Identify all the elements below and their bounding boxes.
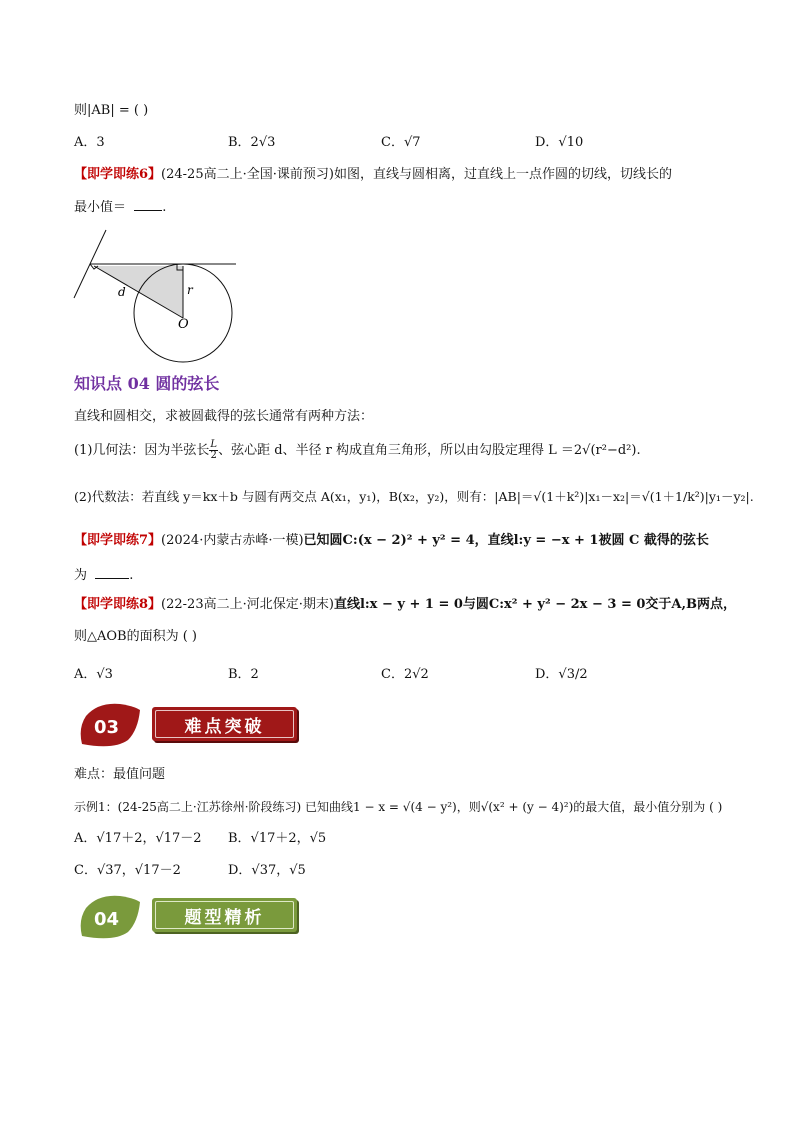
section-04-badge xyxy=(74,892,144,942)
option-c: C．√7 xyxy=(381,135,421,150)
section-03-number: 03 xyxy=(94,717,120,738)
banner-04-inner-border xyxy=(155,901,294,929)
hard-example: 示例1：(24-25高二上·江苏徐州·阶段练习) 已知曲线1 − x = √(4 − y²)，则√(x² + (y − 4)²)的最大值，最小值分别为 ( ) xyxy=(74,800,723,814)
exercise-8-source: (22-23高二上·河北保定·期末) xyxy=(161,597,334,612)
section-03-label: 难点突破 xyxy=(184,716,265,737)
hard-option-c: C．√37，√17－2 xyxy=(74,863,181,878)
section-04-label: 题型精析 xyxy=(184,907,265,928)
banner-03-inner-border xyxy=(155,710,294,738)
method-2: (2)代数法：若直线 y＝kx＋b 与圆有两交点 A(x₁，y₁)，B(x₂，y₂)，则有：|AB|＝√(1＋k²)|x₁－x₂|＝√(1＋1/k²)|y₁－y₂|. xyxy=(74,489,754,504)
exercise-6-tag: 【即学即练6】 xyxy=(74,167,162,182)
ex8-option-b: B．2 xyxy=(228,667,259,682)
exercise-8-tag: 【即学即练8】 xyxy=(74,597,162,612)
section-03-badge xyxy=(74,700,144,750)
exercise-6 xyxy=(74,166,672,184)
method-1-b: 、弦心距 d、半径 r 构成直角三角形，所以由勾股定理得 L ＝2√(r²−d²). xyxy=(218,443,641,458)
label-d: d xyxy=(118,285,126,299)
question-ask: 则|AB| = ( ) xyxy=(74,103,149,118)
fraction-numerator: L xyxy=(210,439,218,450)
exercise-8-text: 直线l:x − y + 1 = 0与圆C:x² + y² − 2x − 3 = 0交于A,B两点， xyxy=(333,597,737,612)
exercise-7-tag: 【即学即练7】 xyxy=(74,533,162,548)
knowledge-intro: 直线和圆相交，求被圆截得的弦长通常有两种方法： xyxy=(74,409,374,424)
exercise-8 xyxy=(74,596,736,614)
exercise-7-text2: 为 xyxy=(74,568,88,583)
ex8-option-c: C．2√2 xyxy=(381,667,429,682)
tangent-figure xyxy=(66,226,246,366)
section-03-banner xyxy=(152,707,297,741)
exercise-7-text: 已知圆C:(x − 2)² + y² = 4，直线l:y = −x + 1被圆 C 截得的弦长 xyxy=(303,533,709,548)
exercise-8-line2: 则△AOB的面积为 ( ) xyxy=(74,629,198,644)
label-o: O xyxy=(178,317,189,332)
half-chord-fraction xyxy=(209,440,218,461)
hard-option-b: B．√17＋2，√5 xyxy=(228,831,327,846)
answer-blank[interactable] xyxy=(134,198,162,211)
exercise-6-source: (24-25高二上·全国·课前预习) xyxy=(161,167,334,182)
option-b: B．2√3 xyxy=(228,135,276,150)
exercise-7 xyxy=(74,532,709,550)
option-a: A．3 xyxy=(74,135,105,150)
hard-point-title: 难点：最值问题 xyxy=(74,767,166,782)
exercise-7-line2 xyxy=(74,566,133,585)
method-1-a: (1)几何法：因为半弦长 xyxy=(74,443,210,458)
hard-option-d: D．√37，√5 xyxy=(228,863,306,878)
exercise-7-end: . xyxy=(129,568,134,583)
answer-blank-7[interactable] xyxy=(95,566,129,579)
method-1 xyxy=(74,440,641,462)
label-r: r xyxy=(187,283,193,297)
exercise-6-text: 如图，直线与圆相离，过直线上一点作圆的切线，切线长的 xyxy=(333,167,672,182)
section-04-number: 04 xyxy=(94,909,120,930)
exercise-6-text2: 最小值＝ xyxy=(74,200,127,215)
fraction-denominator: 2 xyxy=(210,450,217,461)
knowledge-point-title: 知识点 04 圆的弦长 xyxy=(74,374,220,393)
exercise-6-line2 xyxy=(74,198,166,217)
exercise-7-source: (2024·内蒙古赤峰·一模) xyxy=(161,533,304,548)
section-04-banner xyxy=(152,898,297,932)
ex8-option-d: D．√3/2 xyxy=(535,667,588,682)
ex8-option-a: A．√3 xyxy=(74,667,113,682)
hard-option-a: A．√17＋2，√17－2 xyxy=(74,831,202,846)
option-d: D．√10 xyxy=(535,135,584,150)
exercise-6-end: . xyxy=(162,200,167,215)
